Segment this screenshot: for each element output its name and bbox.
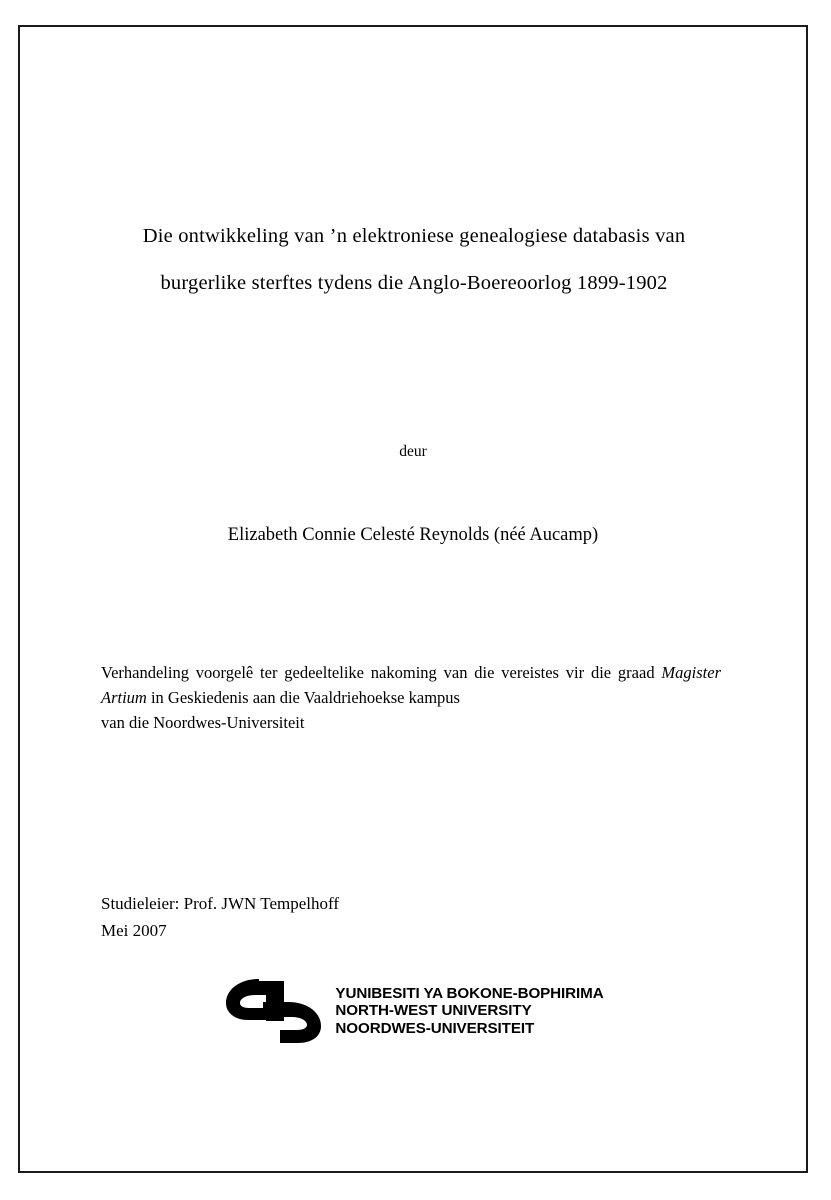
degree-statement-line3: van die Noordwes-Universiteit xyxy=(101,713,305,732)
supervisor-and-date xyxy=(101,890,701,944)
nwu-logo-mark-icon xyxy=(222,975,326,1047)
logo-text-block xyxy=(335,985,603,1038)
byline-label: deur xyxy=(399,443,427,460)
logo-text-line-2: NORTH-WEST UNIVERSITY xyxy=(335,1002,532,1020)
title-line-2: burgerlike sterftes tydens die Anglo-Boereoorlog 1899-1902 xyxy=(160,272,668,294)
date-line: Mei 2007 xyxy=(101,921,167,940)
university-logo xyxy=(88,975,738,1047)
title-line-1: Die ontwikkeling van ’n elektroniese genealogiese databasis van xyxy=(142,225,686,247)
thesis-title xyxy=(98,213,730,307)
degree-statement xyxy=(101,660,721,735)
degree-statement-part2: in Geskiedenis aan die Vaaldriehoekse kampus xyxy=(146,688,460,707)
logo-text-line-3: NOORDWES-UNIVERSITEIT xyxy=(335,1019,535,1037)
logo-text-line-1: YUNIBESITI YA BOKONE-BOPHIRIMA xyxy=(335,984,604,1002)
degree-name-italic: Magister Artium xyxy=(101,663,721,707)
degree-statement-part1: Verhandeling voorgelê ter gedeeltelike nakoming van die vereistes vir die graad xyxy=(101,663,662,682)
author-name: Elizabeth Connie Celesté Reynolds (néé Aucamp) xyxy=(227,525,599,545)
title-page-content xyxy=(88,25,738,1173)
supervisor-line: Studieleier: Prof. JWN Tempelhoff xyxy=(101,894,340,913)
